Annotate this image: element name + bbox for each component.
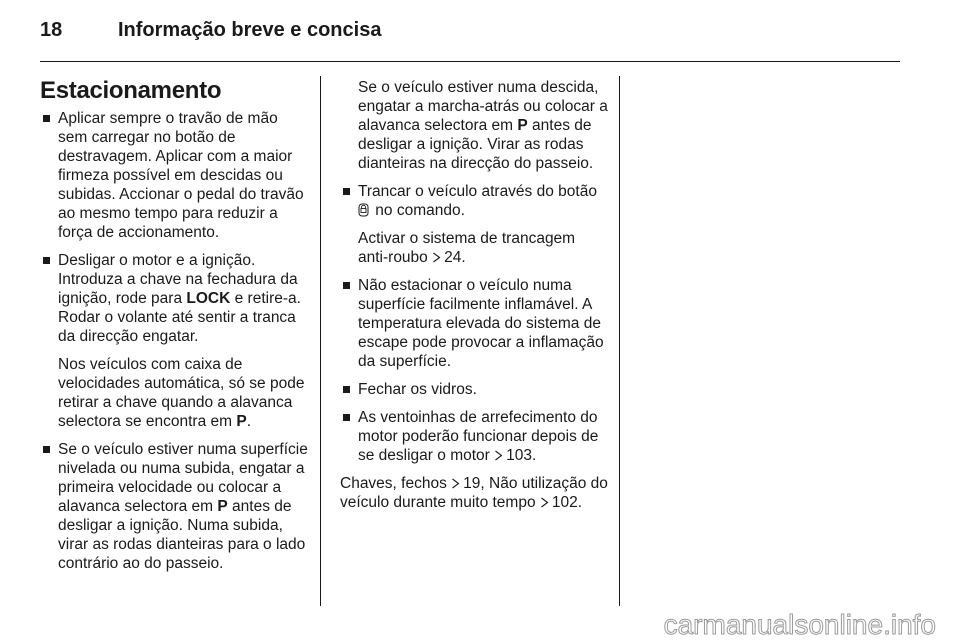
- text-segment: Chaves, fechos: [340, 475, 452, 492]
- bullet-text-segment: Se o veículo estiver numa superfície nivelada ou numa subida, engatar a primeira velocidade ou colocar a alavanca selectora em: [58, 441, 308, 515]
- bullet-item-3-continued: [340, 78, 608, 173]
- page-reference[interactable]: 103: [506, 447, 532, 464]
- text-segment: .: [577, 494, 583, 511]
- text-segment: , Não utilização do veículo durante muito tempo: [340, 475, 608, 511]
- bullet-text-segment: .: [461, 249, 466, 266]
- bullet-text: [358, 182, 608, 220]
- bold-p: P: [217, 498, 228, 515]
- column-1: [40, 78, 308, 582]
- page-reference-icon: [451, 475, 460, 486]
- column-2: [340, 78, 608, 512]
- bullet-text-segment: As ventoinhas de arrefecimento do motor poderão funcionar depois de se desligar o motor: [358, 409, 599, 464]
- bullet-subtext: [358, 229, 608, 267]
- bullet-text-segment: antes de desligar a ignição. Numa subida, virar as rodas dianteiras para o lado contrário ao do passeio.: [58, 498, 306, 572]
- bullet-text: [358, 276, 608, 371]
- page-reference[interactable]: 19: [463, 475, 481, 492]
- section-title: Estacionamento: [40, 77, 222, 104]
- bullet-text-segment: Aplicar sempre o travão de mão sem carregar no botão de destravagem. Aplicar com a maior firmeza possível em descidas ou subidas. Accionar o pedal do travão ao mesmo tempo para reduzir a força de accionamento.: [58, 110, 304, 241]
- bullet-text-segment: Desligar o motor e a ignição. Introduza a chave na fechadura da ignição, rode para: [58, 252, 298, 307]
- bold-p: P: [236, 413, 247, 430]
- bold-p: P: [517, 117, 528, 134]
- lock-key-icon: [358, 203, 369, 217]
- bullet-item-6: [340, 380, 608, 399]
- bullet-item-1: [40, 109, 308, 242]
- bullet-item-3: [40, 440, 308, 573]
- bullet-text-segment: Fechar os vidros.: [358, 381, 477, 398]
- bullet-text: [58, 251, 308, 346]
- bullet-text-segment: Se o veículo estiver numa descida, engatar a marcha-atrás ou colocar a alavanca selectora em: [358, 79, 608, 134]
- bullet-text: [358, 408, 608, 465]
- column-divider-right: [619, 76, 620, 606]
- chapter-title: Informação breve e concisa: [118, 19, 382, 41]
- bullet-subtext: [58, 355, 308, 431]
- bullet-item-5: [340, 276, 608, 371]
- page-reference-icon: [540, 494, 549, 505]
- bullet-text-segment: Trancar o veículo através do botão: [358, 183, 597, 200]
- bullet-text-segment: .: [246, 413, 251, 430]
- bullet-text: [358, 380, 608, 399]
- page-reference-icon: [432, 249, 441, 260]
- page-reference-icon: [494, 447, 503, 458]
- cross-reference-paragraph: [340, 474, 608, 512]
- bullet-text-segment: .: [532, 447, 537, 464]
- bullet-item-7: [340, 408, 608, 465]
- bullet-text: [58, 440, 308, 573]
- bullet-text-segment: e retire-a. Rodar o volante até sentir a tranca da direcção engatar.: [58, 290, 301, 345]
- bullet-text-segment: Activar o sistema de trancagem anti-roubo: [358, 230, 576, 266]
- svg-text:carmanualsonline.info: carmanualsonline.info: [663, 609, 936, 640]
- page-reference[interactable]: 102: [551, 494, 578, 511]
- bullet-text-segment: Nos veículos com caixa de velocidades automática, só se pode retirar a chave quando a alavanca selectora se encontra em: [58, 356, 305, 430]
- bullet-text: [58, 109, 308, 242]
- header-rule: [40, 61, 900, 62]
- watermark: [640, 604, 940, 642]
- bullet-text-segment: antes de desligar a ignição. Virar as rodas dianteiras na direcção do passeio.: [358, 117, 594, 172]
- page-number: 18: [40, 19, 63, 41]
- bullet-text: [358, 78, 608, 173]
- bullet-text-segment: Não estacionar o veículo numa superfície facilmente inflamável. A temperatura elevada do sistema de escape pode provocar a inflamação da superfície.: [358, 277, 604, 370]
- bullet-item-2: [40, 251, 308, 431]
- bold-lock: LOCK: [186, 290, 231, 307]
- bullet-text-segment: no comando.: [371, 202, 465, 219]
- page-reference[interactable]: 24: [444, 249, 462, 266]
- bullet-item-4: [340, 182, 608, 267]
- column-divider-left: [320, 76, 321, 606]
